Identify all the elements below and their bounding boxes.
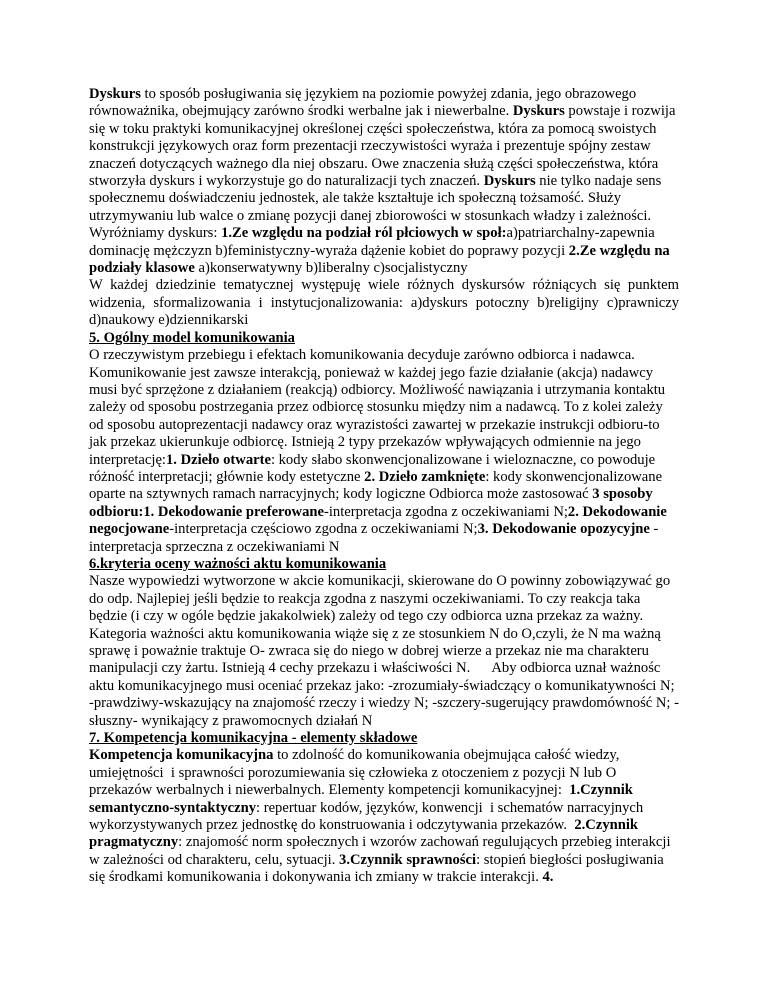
heading-section-7: 7. Kompetencja komunikacyjna - elementy składowe [89,730,418,747]
term-dyskurs: Dyskurs [483,173,536,190]
term-dyskurs: Dyskurs [89,86,141,102]
paragraph-dyskurs-fields: W każdej dziedzinie tematycznej występuję wiele różnych dyskursów różniących się punktem widzenia, sformalizowania i instytucjonalizowania: a)dyskurs potoczny b)religijny c)prawniczy d)naukowy e)dziennikarski [89,277,679,329]
paragraph-communicative-competence: Kompetencja komunikacyjna to zdolność do komunikowania obejmująca całość wiedzy, umiejętności i sprawności porozumiewania się człowieka z otoczeniem z pozycji N lub O przekazów werbalnych i niewerbalnych. Elementy kompetencji komunikacyjnej: 1.Czynnik semantyczno-syntaktyczny: repertuar kodów, języków, konwencji i schematów narracyjnych wykorzystywanych przez jednostkę do konstruowania i odczytywania przekazów. 2.Czynnik pragmatyczny: znajomość norm społecznych i wzorów zachowań regulujących przebieg interakcji w zależności od charakteru, celu, sytuacji. 3.Czynnik sprawności: stopień biegłości posługiwania się środkami komunikowania i dokonywania ich zmiany w trakcie interakcji. 4. [89,747,671,886]
paragraph-validity-criteria: Nasze wypowiedzi wytworzone w akcie komunikacji, skierowane do O powinny zobowiązywać go do odp. Najlepiej jeśli będzie to reakcja zgodna z naszymi oczekiwaniami. To czy reakcja taka będzie (i czy w ogóle będzie jakakolwiek) zależy od tego czy odbiorca uzna przekaz za ważny. Kategoria ważności aktu komunikowania wiąże się z ze stosunkiem N do O,czyli, że N ma ważną sprawę i poważnie traktuje O- zwraca się do niego w dobrej wierze a przekaz nie ma charakteru manipulacji czy żartu. Istnieją 4 cechy przekazu i właściwości N. Aby odbiorca uznał ważnośc aktu komunikacyjnego musi oceniać przekaz jako: -zrozumiały-świadczący o komunikatywności N; -prawdziwy-wskazujący na znajomość rzeczy i wiedzy N; -szczery-sugerujący prawdomówność N; -słuszny- wynikający z prawomocnych działań N [89,573,679,729]
document-page [89,86,679,887]
heading-section-5: 5. Ogólny model komunikowania [89,329,295,346]
paragraph-communication-model: O rzeczywistym przebiegu i efektach komunikowania decyduje zarówno odbiorca i nadawca. Komunikowanie jest zawsze interakcją, ponieważ w każdej jego fazie działanie (akcja) nadawcy musi być sprzężone z działaniem (reakcją) odbiorcy. Możliwość nawiązania i utrzymania kontaktu zależy od sposobu postrzegania przez odbiorcę stosunku między nim a nadawcą. To z kolei zależy od sposobu autoprezentacji nadawcy oraz wyrazistości zawartej w przekazie instrukcji odbioru-to jak przekaz ukierunkuje odbiorcę. Istnieją 2 typy przekazów wpływających odmiennie na jego interpretację:1. Dzieło otwarte: kody słabo skonwencjonalizowane i wieloznaczne, co powoduje różność interpretacji; głównie kody estetyczne 2. Dzieło zamknięte: kody skonwencjonalizowane oparte na sztywnych ramach narracyjnych; kody logiczne Odbiorca może zastosować 3 sposoby odbioru:1. Dekodowanie preferowane-interpretacja zgodna z oczekiwaniami N;2. Dekodowanie negocjowane-interpretacja częściowo zgodna z oczekiwaniami N;3. Dekodowanie opozycyjne - interpretacja sprzeczna z oczekiwaniami N [89,347,667,555]
term-dyskurs: Dyskurs [512,103,565,120]
paragraph-dyskurs-definition: Dyskurs to sposób posługiwania się językiem na poziomie powyżej zdania, jego obrazowego równoważnika, obejmujący zarówno środki werbalne jak i niewerbalne. Dyskurs powstaje i rozwija się w toku praktyki komunikacyjnej określonej części społeczeństwa, która za pomocą swoistych konstrukcji językowych oraz form prezentacji rzeczywistości wyraża i prezentuje spójny zestaw znaczeń dotyczących ważnego dla niej obszaru. Owe znaczenia służą części społeczeństwa, która stworzyła dyskurs i wykorzystuje go do naturalizacji tych znaczeń. Dyskurs nie tylko nadaje sens społecznemu doświadczeniu jednostek, ale także kształtuje ich społeczną tożsamość. Służy utrzymywaniu lub walce o zmianę pozycji danej zbiorowości w stosunkach władzy i zależności. [89,86,676,224]
paragraph-dyskurs-types: Wyróżniamy dyskurs: 1.Ze względu na podział ról płciowych w społ:a)patriarchalny-zapewnia dominację mężczyzn b)feministyczny-wyraża dążenie kobiet do poprawy pozycji 2.Ze względu na podziały klasowe a)konserwatywny b)liberalny c)socjalistyczny [89,225,670,277]
heading-section-6: 6.kryteria oceny ważności aktu komunikowania [89,555,387,572]
